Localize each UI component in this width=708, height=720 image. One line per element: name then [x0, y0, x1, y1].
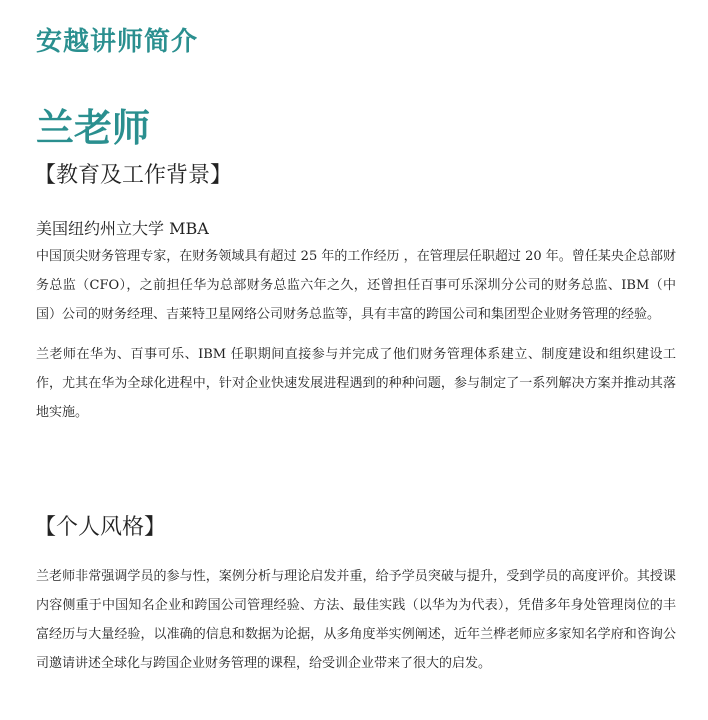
- degree-line: 美国纽约州立大学 MBA: [36, 219, 209, 238]
- achievement-paragraph: 兰老师在华为、百事可乐、IBM 任职期间直接参与并完成了他们财务管理体系建立、制度建设和组织建设工作，尤其在华为全球化进程中，针对企业快速发展进程遇到的种种问题，参与制定了一系列解决方案并推动其落地实施。: [36, 347, 676, 420]
- style-section-heading: 【个人风格】: [34, 515, 167, 540]
- brand-title: 安越讲师简介: [36, 27, 199, 57]
- teaching-style-paragraph: 兰老师非常强调学员的参与性，案例分析与理论启发并重，给予学员突破与提升，受到学员的高度评价。其授课内容侧重于中国知名企业和跨国公司管理经验、方法、最佳实践（以华为为代表），凭借多年身处管理岗位的丰富经历与大量经验，以准确的信息和数据为论据，从多角度举实例阐述，近年兰桦老师应多家知名学府和咨询公司邀请讲述全球化与跨国企业财务管理的课程，给受训企业带来了很大的启发。: [36, 569, 676, 671]
- career-paragraph: 中国顶尖财务管理专家，在财务领域具有超过 25 年的工作经历 ，在管理层任职超过 20 年。曾任某央企总部财务总监（CFO），之前担任华为总部财务总监六年之久，还曾担任百事可乐深圳分公司的财务总监、IBM（中国）公司的财务经理、吉莱特卫星网络公司财务总监等，具有丰富的跨国公司和集团型企业财务管理的经验。: [36, 249, 676, 322]
- teacher-name: 兰老师: [36, 106, 151, 150]
- education-section-heading: 【教育及工作背景】: [34, 163, 233, 188]
